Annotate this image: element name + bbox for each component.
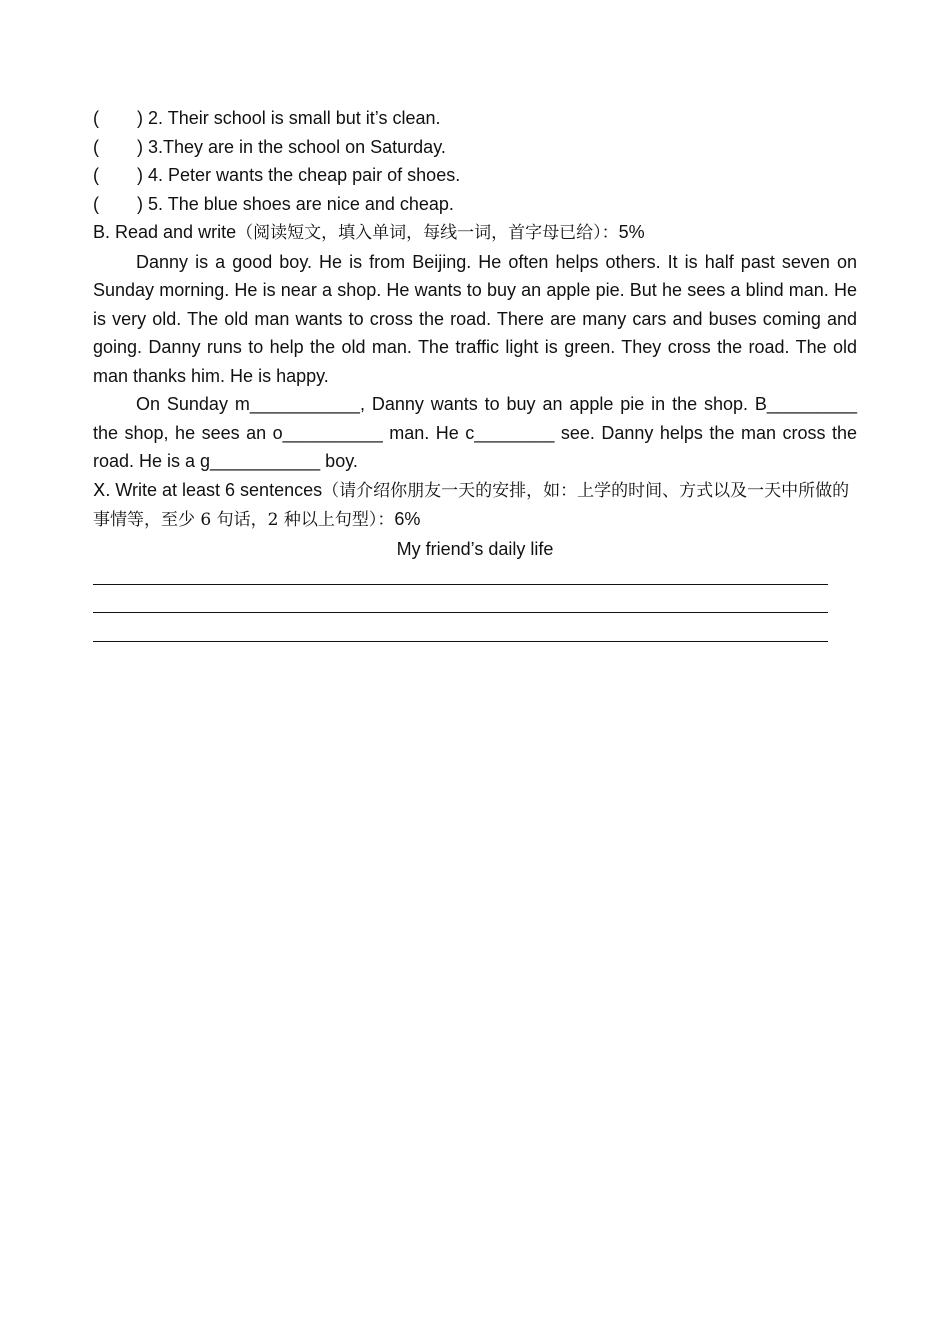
tf-item-5: ( ) 5. The blue shoes are nice and cheap. bbox=[93, 190, 857, 219]
answer-bracket[interactable]: ( bbox=[93, 193, 99, 214]
section-x-heading: Ⅹ. Write at least 6 sentences（请介绍你朋友一天的安排，如：上学的时间、方式以及一天中所做的事情等，至少 6 句话，2 种以上句型）：6% bbox=[93, 479, 850, 530]
tf-item-3: ( ) 3.They are in the school on Saturday. bbox=[93, 133, 857, 162]
answer-bracket[interactable]: ( bbox=[93, 136, 99, 157]
fill-in-summary[interactable]: On Sunday m___________, Danny wants to buy an apple pie in the shop. B_________ the shop, he sees an o__________ man. He c________ see. Danny helps the man cross the road. He is a g___________ boy. bbox=[93, 394, 857, 471]
writing-answer-line[interactable] bbox=[93, 592, 828, 621]
tf-item-text: 5. The blue shoes are nice and cheap. bbox=[148, 193, 454, 214]
answer-bracket[interactable]: ( bbox=[93, 165, 99, 185]
tf-item-text: 2. Their school is small but it’s clean. bbox=[148, 108, 441, 128]
tf-item-text: 4. Peter wants the cheap pair of shoes. bbox=[148, 165, 461, 185]
worksheet-page bbox=[93, 104, 857, 649]
writing-answer-line[interactable] bbox=[93, 563, 828, 592]
section-b-heading: B. Read and write（阅读短文，填入单词，每线一词，首字母已给）：5% bbox=[93, 222, 645, 243]
tf-item-text: 3.They are in the school on Saturday. bbox=[148, 136, 446, 157]
answer-bracket[interactable]: ( bbox=[93, 108, 99, 128]
writing-answer-line[interactable] bbox=[93, 620, 828, 649]
reading-passage: Danny is a good boy. He is from Beijing. He often helps others. It is half past seven on Sunday morning. He is near a shop. He wants to buy an apple pie. But he sees a blind man. He is very old. The old man wants to cross the road. There are many cars and buses coming and going. Danny runs to help the old man. The traffic light is green. They cross the road. The old man thanks him. He is happy. bbox=[93, 251, 857, 386]
tf-item-4: ( ) 4. Peter wants the cheap pair of shoes. bbox=[93, 161, 857, 190]
essay-title: My friend’s daily life bbox=[396, 538, 554, 559]
tf-item-2: ( ) 2. Their school is small but it’s clean. bbox=[93, 104, 857, 133]
